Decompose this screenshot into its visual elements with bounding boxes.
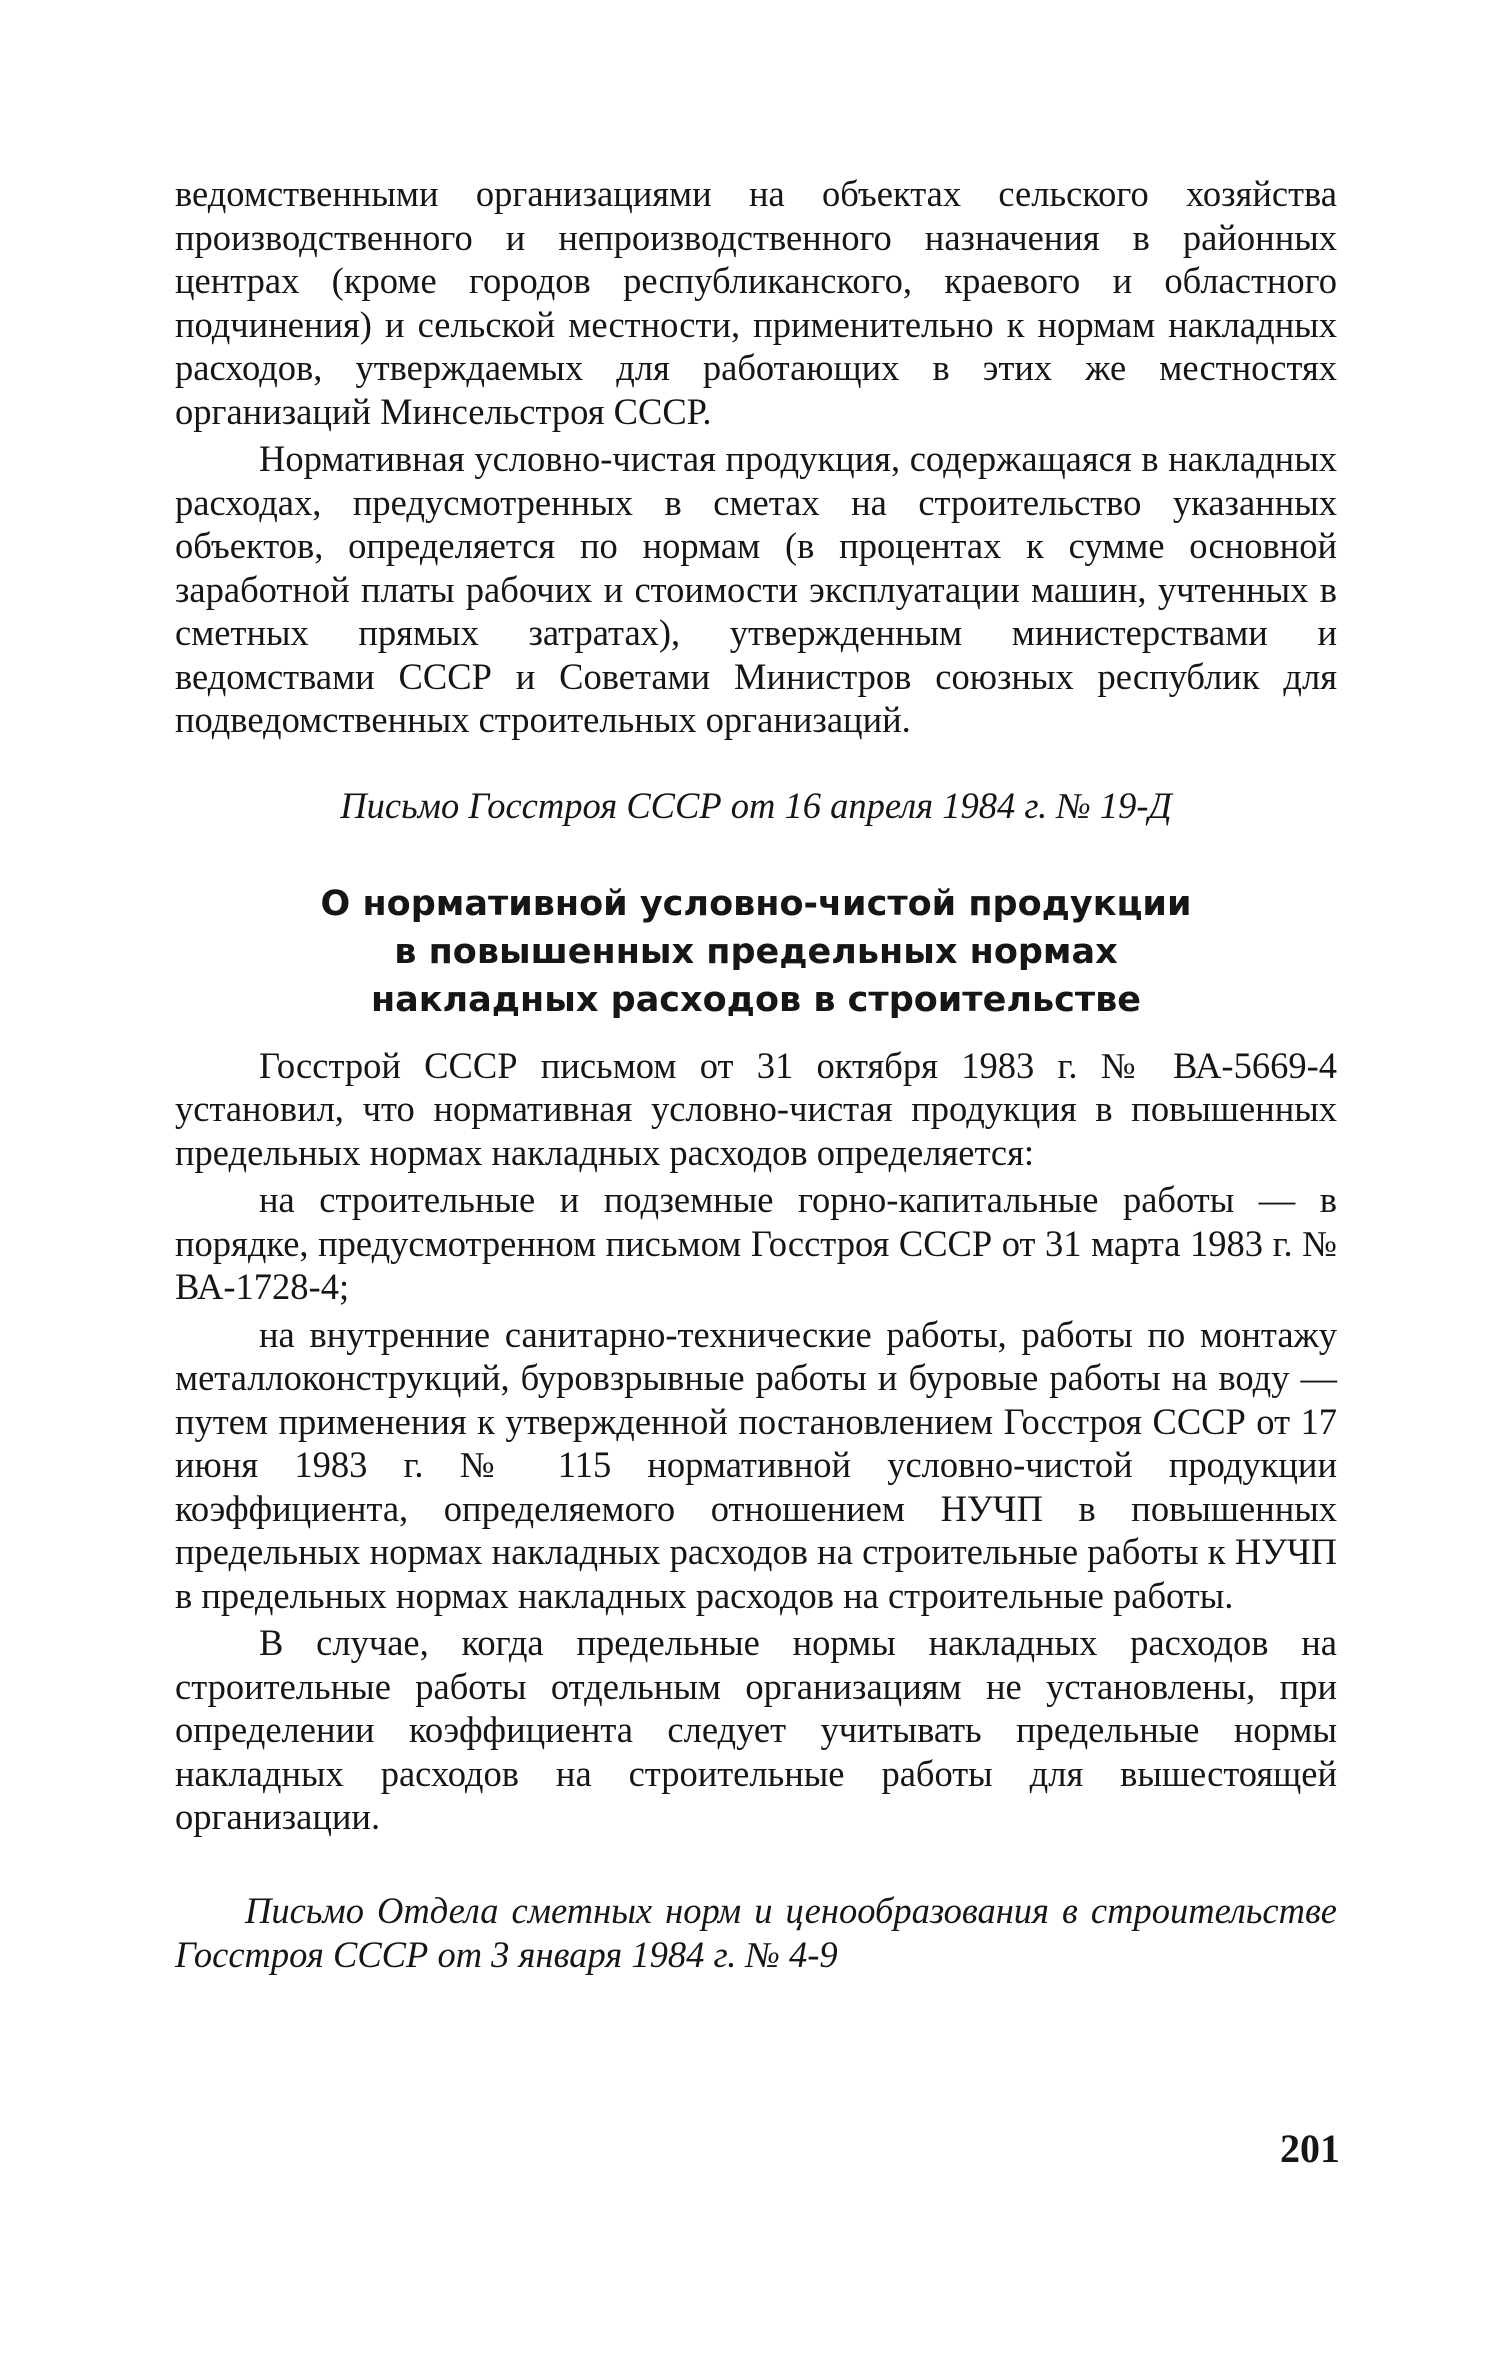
section-heading-line-2: в повышенных предельных нормах (394, 931, 1118, 972)
source-reference-1: Письмо Госстроя СССР от 16 апреля 1984 г. № 19-Д (340, 784, 1172, 826)
intro-continuation-paragraph: ведомственными организациями на объектах сельского хозяйства производственного и непроизводственного назначения в районных центрах (кроме городов республиканского, краевого и областного подчинения) и сельской местности, применительно к нормам накладных расходов, утверждаемых для работающих в этих же местностях организаций Минсельстроя СССР. (175, 173, 1337, 432)
source-reference-2: Письмо Отдела сметных норм и ценообразования в строительстве Госстроя СССР от 3 января 1984 г. № 4-9 (175, 1889, 1337, 1975)
section-heading-line-3: накладных расходов в строительстве (370, 979, 1142, 1020)
intro-paragraph: Нормативная условно-чистая продукция, содержащаяся в накладных расходах, предусмотренных в сметах на строительство указанных объектов, определяется по нормам (в процентах к сумме основной заработной платы рабочих и стоимости эксплуатации машин, учтенных в сметных прямых затратах), утвержденным министерствами и ведомствами СССР и Советами Министров союзных республик для подведомственных строительных организаций. (175, 438, 1337, 740)
section-heading (175, 880, 1337, 1024)
page-number: 201 (1280, 2126, 1340, 2171)
body-paragraph: Госстрой СССР письмом от 31 октября 1983 г. № ВА-5669-4 установил, что нормативная условно-чистая продукция в повышенных предельных нормах накладных расходов определяется: (175, 1044, 1337, 1173)
body-paragraph: на строительные и подземные горно-капитальные работы — в порядке, предусмотренном письмом Госстроя СССР от 31 марта 1983 г. № ВА-1728-4; (175, 1179, 1337, 1307)
document-page (175, 172, 1337, 1977)
body-paragraph: на внутренние санитарно-технические работы, работы по монтажу металлоконструкций, буровзрывные работы и буровые работы на воду — путем применения к утвержденной постановлением Госстроя СССР от 17 июня 1983 г. № 115 нормативной условно-чистой продукции коэффициента, определяемого отношением НУЧП в повышенных предельных нормах накладных расходов на строительные работы к НУЧП в предельных нормах накладных расходов на строительные работы. (175, 1313, 1337, 1616)
body-paragraph: В случае, когда предельные нормы накладных расходов на строительные работы отдельным организациям не установлены, при определении коэффициента следует учитывать предельные нормы накладных расходов на строительные работы для вышестоящей организации. (175, 1622, 1337, 1837)
section-heading-line-1: О нормативной условно-чистой продукции (320, 883, 1192, 924)
